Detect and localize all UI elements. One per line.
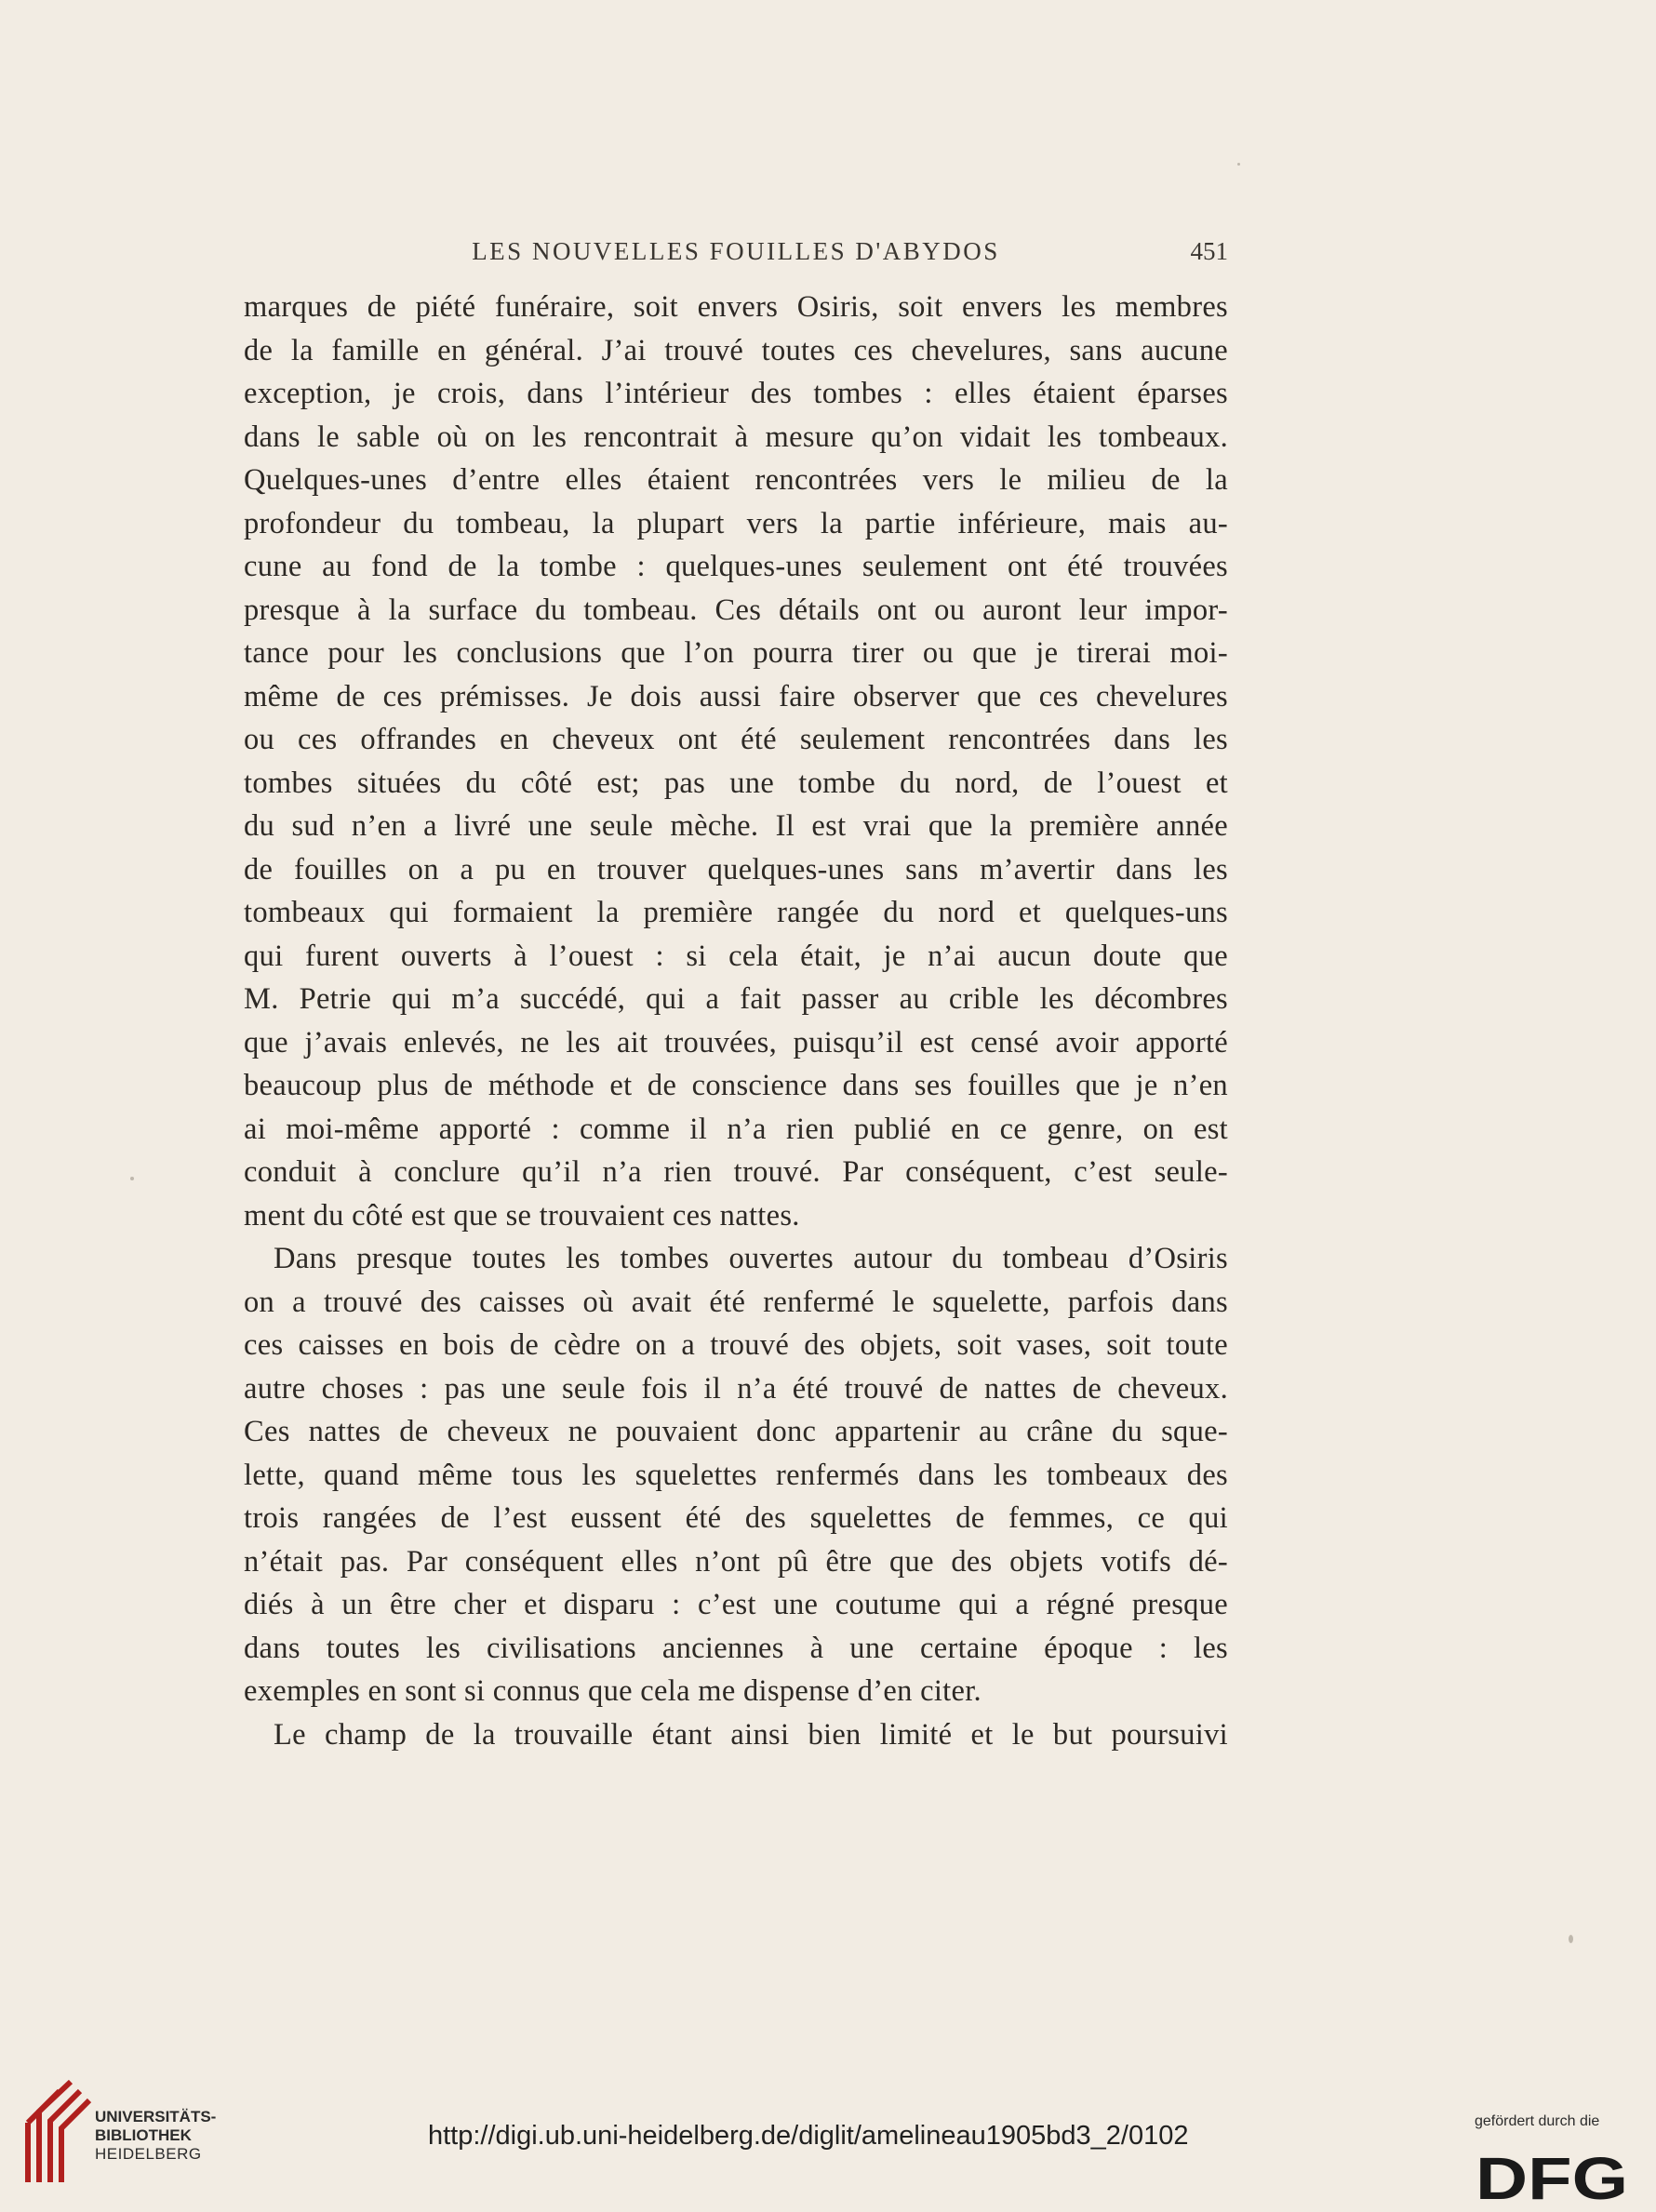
text-line: Quelques-unes d’entre elles étaient rencontrées vers le milieu de la: [244, 463, 1228, 497]
text-line: beaucoup plus de méthode et de conscience dans ses fouilles que je n’en: [244, 1069, 1228, 1102]
library-name-line: BIBLIOTHEK: [95, 2126, 192, 2144]
text-line: dans toutes les civilisations anciennes à une certaine époque : les: [244, 1631, 1228, 1665]
text-line: Dans presque toutes les tombes ouvertes autour du tombeau d’Osiris: [274, 1242, 1228, 1275]
text-line: de fouilles on a pu en trouver quelques-unes sans m’avertir dans les: [244, 852, 1228, 886]
text-line: même de ces prémisses. Je dois aussi faire observer que ces chevelures: [244, 679, 1228, 713]
dfg-logo-icon[interactable]: [1474, 2151, 1632, 2203]
text-line: dans le sable où on les rencontrait à mesure qu’on vidait les tombeaux.: [244, 420, 1228, 454]
text-line: exemples en sont si connus que cela me dispense d’en citer.: [244, 1674, 982, 1708]
body-text: [244, 286, 1228, 1756]
page-number: 451: [1190, 237, 1228, 265]
text-line: on a trouvé des caisses où avait été renfermé le squelette, parfois dans: [244, 1285, 1228, 1319]
text-line: exception, je crois, dans l’intérieur des tombes : elles étaient éparses: [244, 377, 1228, 410]
text-line: que j’avais enlevés, ne les ait trouvées, puisqu’il est censé avoir apporté: [244, 1025, 1228, 1059]
text-line: ai moi-même apporté : comme il n’a rien publié en ce genre, on est: [244, 1112, 1228, 1146]
text-line: ou ces offrandes en cheveux ont été seulement rencontrées dans les: [244, 723, 1228, 756]
text-line: conduit à conclure qu’il n’a rien trouvé. Par conséquent, c’est seule-: [244, 1155, 1228, 1189]
text-line: profondeur du tombeau, la plupart vers la partie inférieure, mais au-: [244, 506, 1228, 540]
text-line: ment du côté est que se trouvaient ces nattes.: [244, 1198, 800, 1233]
paper-speck: [130, 1177, 134, 1180]
text-line: Le champ de la trouvaille étant ainsi bien limité et le but poursuivi: [274, 1717, 1228, 1752]
text-line: qui furent ouverts à l’ouest : si cela était, je n’ai aucun doute que: [244, 939, 1228, 973]
text-line: Ces nattes de cheveux ne pouvaient donc appartenir au crâne du sque-: [244, 1415, 1228, 1448]
library-name-line: HEIDELBERG: [95, 2145, 202, 2163]
library-name-line: UNIVERSITÄTS-: [95, 2108, 217, 2125]
permalink-url[interactable]: http://digi.ub.uni-heidelberg.de/diglit/amelineau1905bd3_2/0102: [428, 2121, 1189, 2151]
text-line: tance pour les conclusions que l’on pourra tirer ou que je tirerai moi-: [244, 636, 1228, 670]
running-title: LES NOUVELLES FOUILLES D'ABYDOS: [472, 237, 1000, 265]
running-head: [244, 237, 1228, 274]
text-line: trois rangées de l’est eussent été des squelettes de femmes, ce qui: [244, 1501, 1228, 1535]
text-line: lette, quand même tous les squelettes renfermés dans les tombeaux des: [244, 1458, 1228, 1492]
paper-speck: [1569, 1935, 1573, 1943]
text-line: tombeaux qui formaient la première rangée du nord et quelques-uns: [244, 896, 1228, 929]
funding-label: gefördert durch die: [1475, 2113, 1600, 2129]
text-line: n’était pas. Par conséquent elles n’ont pû être que des objets votifs dé-: [244, 1544, 1228, 1579]
text-line: tombes situées du côté est; pas une tombe du nord, de l’ouest et: [244, 766, 1228, 800]
text-line: ces caisses en bois de cèdre on a trouvé des objets, soit vases, soit toute: [244, 1328, 1228, 1362]
text-line: autre choses : pas une seule fois il n’a été trouvé de nattes de cheveux.: [244, 1371, 1228, 1406]
text-line: presque à la surface du tombeau. Ces détails ont ou auront leur impor-: [244, 593, 1228, 627]
text-line: cune au fond de la tombe : quelques-unes seulement ont été trouvées: [244, 550, 1228, 583]
university-library-logo-icon[interactable]: [19, 2078, 97, 2186]
digitization-footer: [0, 2072, 1656, 2212]
library-name[interactable]: [95, 2108, 216, 2164]
paper-speck: [1237, 163, 1240, 166]
text-line: M. Petrie qui m’a succédé, qui a fait passer au crible les décombres: [244, 982, 1228, 1016]
dfg-logo-text: DFG: [1476, 2151, 1628, 2203]
text-line: diés à un être cher et disparu : c’est une coutume qui a régné presque: [244, 1588, 1228, 1621]
text-line: du sud n’en a livré une seule mèche. Il est vrai que la première année: [244, 809, 1228, 843]
text-line: de la famille en général. J’ai trouvé toutes ces chevelures, sans aucune: [244, 333, 1228, 367]
text-line: marques de piété funéraire, soit envers Osiris, soit envers les membres: [244, 290, 1228, 324]
